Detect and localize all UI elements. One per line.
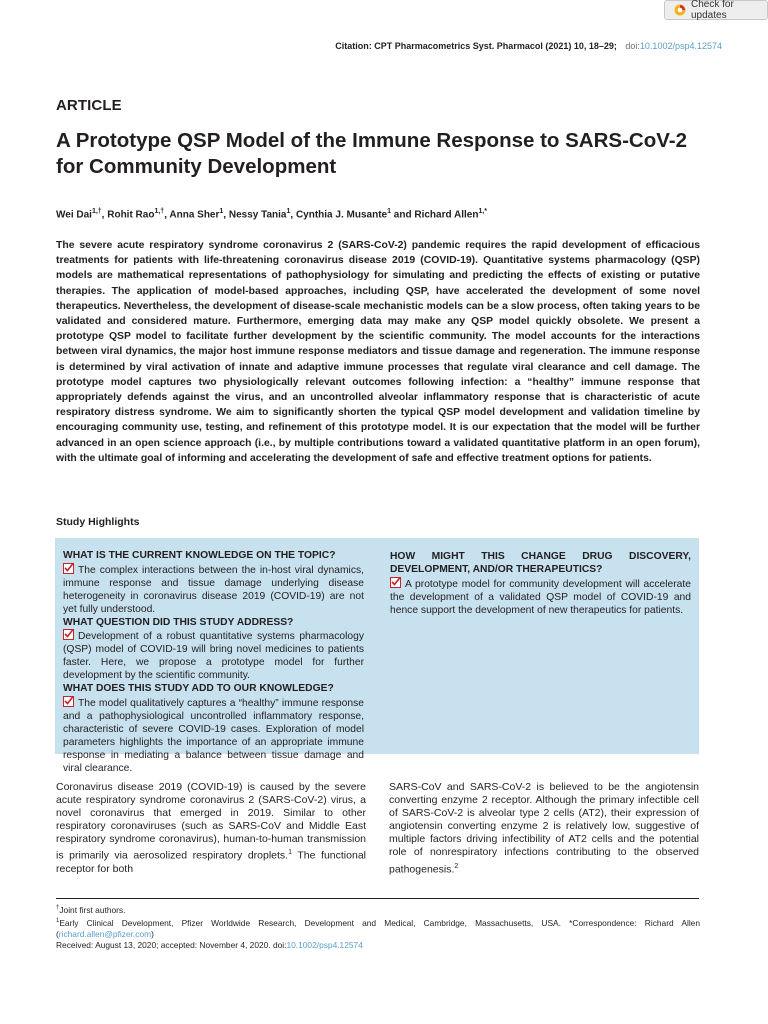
author-affiliation: 1,† [154, 208, 165, 215]
highlight-answer [63, 696, 364, 775]
citation-text: Citation: CPT Pharmacometrics Syst. Pharmacol (2021) 10, 18–29; [335, 41, 617, 51]
checkbox-icon [63, 629, 74, 640]
abstract: The severe acute respiratory syndrome coronavirus 2 (SARS-CoV-2) pandemic requires the rapid development of efficacious treatments for patients with life-threatening coronavirus disease 2019 (COVID-19). Quantitative systems pharmacology (QSP) models are mathematical representations of pathophysiology for simulating and predicting the effects of existing or putative therapies. The application of model-based approaches, including QSP, have accelerated the development of some novel therapeutics. Nevertheless, the development of disease-scale mechanistic models can be a slow process, often taking years to be validated and considered mature. Furthermore, emerging data may make any QSP model quickly obsolete. We present a prototype QSP model to facilitate further development by the scientific community. The model accounts for the interactions between viral dynamics, the major host immune response mediators and tissue damage and regeneration. The immune response is determined by viral activation of innate and adaptive immune processes that regulate viral clearance and cell damage. The prototype model captures two physiologically relevant outcomes following infection: a “healthy” immune response that appropriately defends against the virus, and an uncontrolled alveolar inflammatory response that is characteristic of acute respiratory distress syndrome. We aim to significantly shorten the typical QSP model development and validation timeline by encouraging community use, testing, and refinement of this prototype model. It is our expectation that the model will be further advanced in an open science approach (i.e., by multiple contributions toward a validated quantitative platform in an open forum), with the ultimate goal of informing and accelerating the development of safe and effective treatment options for patients. [56, 240, 700, 464]
check-for-updates-label: Check for updates [691, 0, 734, 21]
highlight-answer-text: Development of a robust quantitative systems pharmacology (QSP) model of COVID-19 will bring novel medicines to patients faster. Here, we propose a prototype model for further development by the scientific community. [63, 631, 364, 682]
body-text: Coronavirus disease 2019 (COVID-19) is caused by the severe acute respiratory syndrome coronavirus 2 (SARS-CoV-2) virus, a novel coronavirus that emerged in 2019. Similar to other respiratory coronaviruses (such as SARS-CoV and Middle East respiratory syndrome coronavirus), human-to-human transmission is primarily via aerosolized respiratory droplets. [56, 781, 366, 862]
highlight-answer-text: The complex interactions between the in-host viral dynamics, immune response and tissue damage underlying disease heterogeneity in coronavirus disease 2019 (COVID-19) are not yet fully understood. [63, 564, 364, 615]
reference-marker[interactable]: 1 [288, 849, 292, 857]
body-text-left-column [56, 781, 366, 876]
study-highlights-heading: Study Highlights [56, 516, 140, 528]
footnote-received [56, 940, 700, 951]
footnote-text: Received: August 13, 2020; accepted: November 4, 2020. doi: [56, 940, 287, 951]
footnote-mark: 1 [56, 918, 60, 924]
body-text-right-column [389, 781, 699, 876]
checkbox-icon [63, 563, 74, 574]
author-affiliation: 1 [387, 208, 391, 215]
footnote-divider [56, 898, 699, 899]
reference-marker[interactable]: 2 [454, 862, 459, 870]
highlight-answer [63, 629, 364, 683]
authors-and: and [393, 209, 412, 221]
footnote-mark: † [56, 905, 60, 911]
footnote-affiliation [56, 916, 700, 940]
study-highlights-box [55, 538, 699, 774]
author-list: Wei Dai$^{1,\dagger}$, Rohit Rao$^{1,\dagger}$, Anna Sher$^1$, Nessy Tania$^1$, Cynthia J. Musante$^1$ and Richard Allen$^{1,*}$ [56, 208, 487, 221]
author-name: Richard Allen [414, 209, 479, 221]
highlight-answer [390, 577, 691, 618]
highlight-question: WHAT DOES THIS STUDY ADD TO OUR KNOWLEDGE? [63, 683, 334, 695]
author-name: Nessy Tania [228, 209, 287, 221]
highlight-answer-text: A prototype model for community development will accelerate the development of a validated QSP model of COVID-19 and hence support the development of new therapeutics for patients. [390, 578, 691, 616]
footnote-joint-authors [56, 903, 700, 916]
body-text: The functional receptor for both [56, 849, 366, 876]
body-text: SARS-CoV and SARS-CoV-2 is believed to be the angiotensin converting enzyme 2 receptor. Although the primary infectible cell of SARS-CoV-2 is alveolar type 2 cells (AT2), their expression of angiotensin converting enzyme 2 is relatively low, suggestive of multiple factors driving infectibility of AT2 cells and the potential role of nonrespiratory infections contributing to the observed pathogenesis. [389, 781, 699, 876]
author-name: Cynthia J. Musante [295, 209, 388, 221]
author-name: Wei Dai [56, 209, 92, 221]
footer-doi-link[interactable]: 10.1002/psp4.12574 [286, 940, 363, 951]
highlight-question: WHAT IS THE CURRENT KNOWLEDGE ON THE TOPIC? [63, 550, 336, 561]
footnote-text: Early Clinical Development, Pfizer Worldwide Research, Development and Medical, Cambridge, Massachusetts, USA. *Correspondence: Richard Allen ( [56, 917, 700, 939]
highlight-question: WHAT QUESTION DID THIS STUDY ADDRESS? [63, 616, 294, 628]
footnotes [56, 903, 700, 951]
author-affiliation: 1,* [478, 208, 487, 215]
author-name: Anna Sher [169, 209, 220, 221]
author-affiliation: 1,† [91, 208, 102, 215]
header-doi-link[interactable]: 10.1002/psp4.12574 [639, 41, 722, 51]
highlight-answer [63, 563, 364, 617]
check-for-updates-button[interactable] [664, 0, 768, 20]
highlights-right-column [390, 551, 691, 618]
checkbox-icon [390, 577, 401, 588]
author-affiliation: 1 [219, 208, 224, 215]
article-type-label: ARTICLE [56, 97, 122, 114]
paper-title: A Prototype QSP Model of the Immune Response to SARS-CoV-2 for Community Development [56, 129, 688, 178]
citation-line [335, 41, 722, 51]
author-name: Rohit Rao [107, 209, 155, 221]
highlights-left-column [63, 550, 364, 775]
highlight-question: HOW MIGHT THIS CHANGE DRUG DISCOVERY, DEVELOPMENT, AND/OR THERAPEUTICS? [390, 551, 691, 575]
footnote-text: ) [151, 929, 154, 939]
doi-label: doi: [625, 41, 640, 51]
crossmark-icon [674, 4, 686, 16]
checkbox-icon [63, 696, 74, 707]
highlight-answer-text: The model qualitatively captures a “healthy” immune response and a pathophysiological uncontrolled inflammatory response, characteristic of severe COVID-19 cases. Exploration of model parameters highlights the importance of an appropriate immune response in mediating a balance between tissue damage and viral clearance. [63, 697, 364, 774]
correspondence-email-link[interactable]: richard.allen@pfizer.com [58, 929, 152, 939]
author-affiliation: 1 [286, 208, 291, 215]
footnote-text: Joint first authors. [59, 904, 126, 915]
